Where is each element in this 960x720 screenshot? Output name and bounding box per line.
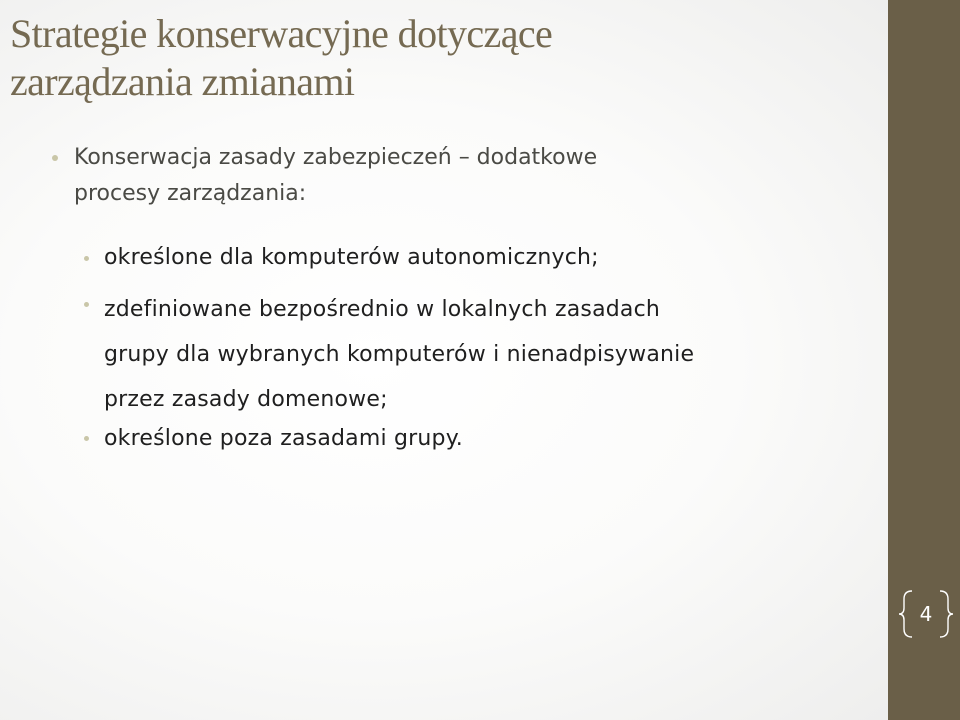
item-line: określone dla komputerów autonomicznych; xyxy=(104,245,599,270)
item-line: procesy zarządzania: xyxy=(74,181,307,206)
bullet-dot xyxy=(84,302,89,307)
item-line: określone poza zasadami grupy. xyxy=(104,426,463,451)
list-item-level2 xyxy=(104,421,864,457)
list-item-level2 xyxy=(104,240,864,276)
item-line: grupy dla wybranych komputerów i nienadpisywanie xyxy=(104,342,695,367)
page-number: 4 xyxy=(919,602,933,626)
item-line: zdefiniowane bezpośrednio w lokalnych zasadach xyxy=(104,297,661,322)
bullet-dot xyxy=(84,256,89,261)
item-line: Konserwacja zasady zabezpieczeń – dodatkowe xyxy=(74,145,598,170)
item-line: przez zasady domenowe; xyxy=(104,387,388,412)
page-number-box xyxy=(898,588,954,640)
bullet-dot xyxy=(52,155,58,161)
list-item-level2 xyxy=(104,287,864,422)
title-line: Strategie konserwacyjne dotyczące xyxy=(10,11,553,56)
bullet-dot xyxy=(84,436,89,441)
title-line: zarządzania zmianami xyxy=(10,59,355,104)
slide-title xyxy=(10,10,870,106)
list-item-level1 xyxy=(74,140,874,212)
